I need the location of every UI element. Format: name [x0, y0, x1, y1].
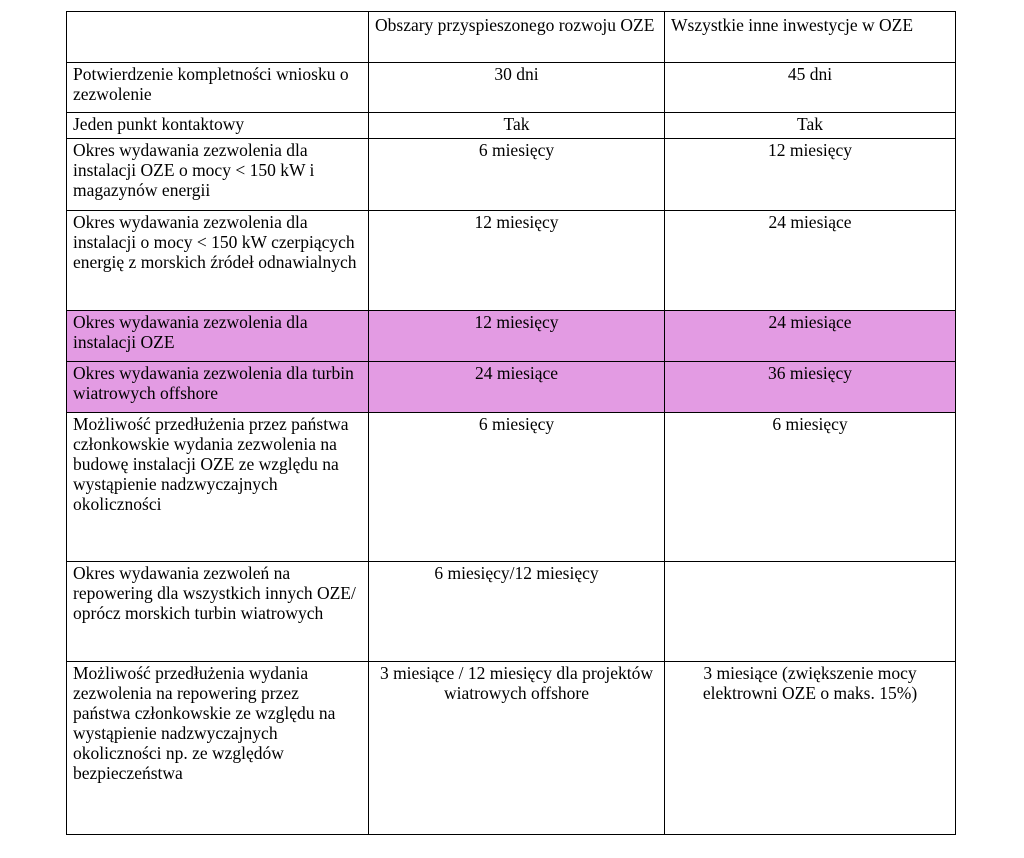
accelerated-value: Tak — [369, 113, 665, 139]
accelerated-value: 3 miesiące / 12 miesięcy dla projektów wiatrowych offshore — [369, 662, 665, 835]
table-row-highlighted — [67, 311, 956, 362]
table-row-highlighted — [67, 362, 956, 413]
other-value — [665, 562, 956, 662]
header-empty-cell — [67, 12, 369, 63]
row-label: Okres wydawania zezwolenia dla instalacji OZE — [67, 311, 369, 362]
other-value: Tak — [665, 113, 956, 139]
accelerated-value: 24 miesiące — [369, 362, 665, 413]
accelerated-value: 6 miesięcy — [369, 139, 665, 211]
row-label: Okres wydawania zezwolenia dla instalacji o mocy < 150 kW czerpiących energię z morskich źródeł odnawialnych — [67, 211, 369, 311]
accelerated-value: 12 miesięcy — [369, 211, 665, 311]
row-label: Możliwość przedłużenia przez państwa członkowskie wydania zezwolenia na budowę instalacji OZE ze względu na wystąpienie nadzwyczajnych okoliczności — [67, 413, 369, 562]
accelerated-value: 6 miesięcy — [369, 413, 665, 562]
row-label: Okres wydawania zezwolenia dla turbin wiatrowych offshore — [67, 362, 369, 413]
row-label: Okres wydawania zezwoleń na repowering dla wszystkich innych OZE/ oprócz morskich turbin wiatrowych — [67, 562, 369, 662]
row-label: Możliwość przedłużenia wydania zezwolenia na repowering przez państwa członkowskie ze względu na wystąpienie nadzwyczajnych okoliczności np. ze względów bezpieczeństwa — [67, 662, 369, 835]
table-row — [67, 662, 956, 835]
other-value: 3 miesiące (zwiększenie mocy elektrowni OZE o maks. 15%) — [665, 662, 956, 835]
other-value: 36 miesięcy — [665, 362, 956, 413]
table-row — [67, 63, 956, 113]
header-other-investments: Wszystkie inne inwestycje w OZE — [665, 12, 956, 63]
other-value: 45 dni — [665, 63, 956, 113]
table-row — [67, 139, 956, 211]
row-label: Jeden punkt kontaktowy — [67, 113, 369, 139]
table-row — [67, 413, 956, 562]
other-value: 24 miesiące — [665, 311, 956, 362]
table-header-row — [67, 12, 956, 63]
other-value: 6 miesięcy — [665, 413, 956, 562]
table-row — [67, 562, 956, 662]
row-label: Okres wydawania zezwolenia dla instalacji OZE o mocy < 150 kW i magazynów energii — [67, 139, 369, 211]
table-row — [67, 211, 956, 311]
table-row — [67, 113, 956, 139]
header-accelerated-areas: Obszary przyspieszonego rozwoju OZE — [369, 12, 665, 63]
row-label: Potwierdzenie kompletności wniosku o zezwolenie — [67, 63, 369, 113]
accelerated-value: 12 miesięcy — [369, 311, 665, 362]
permit-comparison-table — [66, 11, 956, 835]
other-value: 12 miesięcy — [665, 139, 956, 211]
other-value: 24 miesiące — [665, 211, 956, 311]
accelerated-value: 30 dni — [369, 63, 665, 113]
accelerated-value: 6 miesięcy/12 miesięcy — [369, 562, 665, 662]
